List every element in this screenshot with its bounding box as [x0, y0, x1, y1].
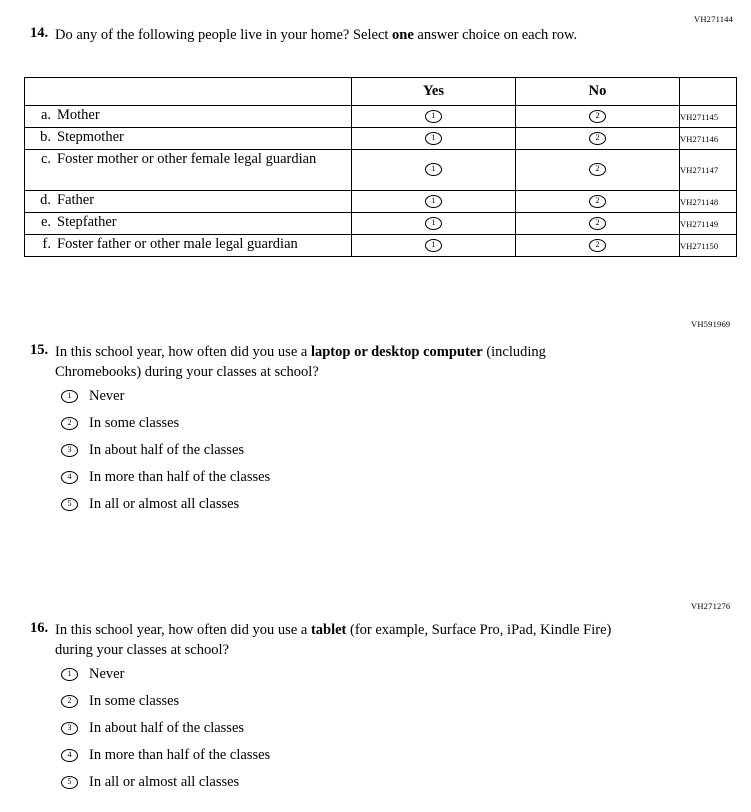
radio-bubble[interactable]: [61, 471, 78, 484]
question-16-text-bold: tablet: [310, 622, 347, 638]
row-code-e: VH271149: [680, 213, 737, 235]
question-14-text-before: Do any of the following people live in your home? Select: [55, 27, 393, 43]
bubble-digit: 1: [431, 195, 436, 205]
radio-bubble[interactable]: [425, 163, 442, 176]
question-14-text: [55, 25, 577, 45]
row-code-f: VH271150: [680, 235, 737, 257]
question-16-number: 16.: [30, 620, 49, 636]
question-code-15: VH591969: [691, 319, 731, 329]
row-label-f: [25, 235, 352, 257]
question-15-text-bold: laptop or desktop computer: [310, 344, 483, 360]
bubble-digit: 2: [595, 195, 600, 205]
bubble-c-yes[interactable]: [352, 150, 516, 191]
grid-header-yes: Yes: [352, 78, 516, 106]
radio-bubble[interactable]: [589, 195, 606, 208]
question-15-options: [61, 383, 461, 518]
row-code-c: VH271147: [680, 150, 737, 191]
bubble-d-yes[interactable]: [352, 191, 516, 213]
row-label-c: [25, 150, 352, 191]
option-16-4-label: In more than half of the classes: [89, 747, 271, 764]
bubble-e-no[interactable]: [516, 213, 680, 235]
bubble-digit: 2: [67, 696, 72, 705]
bubble-digit: 1: [431, 132, 436, 142]
bubble-b-yes[interactable]: [352, 128, 516, 150]
option-15-1[interactable]: [61, 383, 461, 410]
row-text-e: Stepfather: [57, 214, 117, 230]
radio-bubble[interactable]: [589, 217, 606, 230]
grid-header-code: [680, 78, 737, 106]
row-letter-c: c.: [40, 151, 51, 167]
radio-bubble[interactable]: [589, 110, 606, 123]
question-16-text-after: (for example, Surface Pro, iPad, Kindle Fire) during your classes at school?: [55, 622, 612, 658]
question-14-number: 14.: [30, 25, 49, 41]
row-letter-e: e.: [40, 214, 51, 230]
question-code-14: VH271144: [694, 14, 734, 24]
bubble-digit: 2: [595, 164, 600, 174]
question-16-text-before: In this school year, how often did you use a: [55, 622, 311, 638]
question-16-options: [61, 661, 461, 796]
option-15-2-label: In some classes: [89, 415, 180, 432]
bubble-digit: 2: [595, 239, 600, 249]
question-16: [25, 620, 625, 660]
bubble-digit: 1: [67, 669, 72, 678]
radio-bubble[interactable]: [61, 417, 78, 430]
radio-bubble[interactable]: [61, 722, 78, 735]
radio-bubble[interactable]: [61, 498, 78, 511]
bubble-digit: 5: [67, 499, 72, 508]
row-text-a: Mother: [57, 107, 100, 123]
option-15-3[interactable]: [61, 437, 461, 464]
radio-bubble[interactable]: [425, 239, 442, 252]
row-text-b: Stepmother: [57, 129, 124, 145]
bubble-digit: 5: [67, 777, 72, 786]
row-code-d: VH271148: [680, 191, 737, 213]
option-16-2-label: In some classes: [89, 693, 180, 710]
option-16-2[interactable]: [61, 688, 461, 715]
table-row: [25, 191, 737, 213]
question-15-text-after: (including Chromebooks) during your classes at school?: [55, 344, 546, 380]
row-label-e: [25, 213, 352, 235]
row-code-b: VH271146: [680, 128, 737, 150]
option-15-1-label: Never: [89, 388, 125, 405]
bubble-f-no[interactable]: [516, 235, 680, 257]
row-code-a: VH271145: [680, 106, 737, 128]
bubble-b-no[interactable]: [516, 128, 680, 150]
radio-bubble[interactable]: [589, 163, 606, 176]
question-15-number: 15.: [30, 342, 49, 358]
bubble-digit: 2: [67, 418, 72, 427]
question-15-text-before: In this school year, how often did you use a: [55, 344, 311, 360]
row-letter-f: f.: [42, 236, 51, 252]
bubble-digit: 1: [431, 164, 436, 174]
question-14-text-bold: one: [392, 27, 414, 43]
option-15-5-label: In all or almost all classes: [89, 496, 240, 513]
bubble-f-yes[interactable]: [352, 235, 516, 257]
row-text-d: Father: [57, 192, 95, 208]
bubble-digit: 1: [67, 391, 72, 400]
bubble-digit: 1: [431, 239, 436, 249]
bubble-digit: 3: [67, 723, 72, 732]
radio-bubble[interactable]: [61, 444, 78, 457]
bubble-digit: 4: [67, 472, 72, 481]
radio-bubble[interactable]: [61, 668, 78, 681]
radio-bubble[interactable]: [61, 695, 78, 708]
option-16-1-label: Never: [89, 666, 125, 683]
radio-bubble[interactable]: [589, 239, 606, 252]
grid-header-row: [25, 78, 737, 106]
question-14-text-after: answer choice on each row.: [413, 27, 578, 43]
row-label-b: [25, 128, 352, 150]
row-text-c: Foster mother or other female legal guardian: [57, 151, 317, 167]
option-16-4[interactable]: [61, 742, 461, 769]
question-14: [25, 25, 645, 45]
radio-bubble[interactable]: [61, 390, 78, 403]
bubble-digit: 4: [67, 750, 72, 759]
row-letter-d: d.: [40, 192, 51, 208]
table-row: [25, 213, 737, 235]
radio-bubble[interactable]: [61, 749, 78, 762]
bubble-a-no[interactable]: [516, 106, 680, 128]
question-code-16: VH271276: [691, 601, 731, 611]
radio-bubble[interactable]: [589, 132, 606, 145]
row-letter-b: b.: [40, 129, 51, 145]
option-16-1[interactable]: [61, 661, 461, 688]
option-15-4[interactable]: [61, 464, 461, 491]
row-label-d: [25, 191, 352, 213]
radio-bubble[interactable]: [61, 776, 78, 789]
bubble-digit: 2: [595, 110, 600, 120]
bubble-digit: 3: [67, 445, 72, 454]
table-row: [25, 235, 737, 257]
bubble-a-yes[interactable]: [352, 106, 516, 128]
question-15-text: [55, 342, 635, 382]
option-15-4-label: In more than half of the classes: [89, 469, 271, 486]
option-16-5[interactable]: [61, 769, 461, 796]
bubble-d-no[interactable]: [516, 191, 680, 213]
row-label-a: [25, 106, 352, 128]
question-16-text: [55, 620, 625, 660]
question-14-grid: [24, 77, 737, 257]
bubble-digit: 1: [431, 110, 436, 120]
option-15-3-label: In about half of the classes: [89, 442, 245, 459]
question-15: [25, 342, 635, 382]
row-text-f: Foster father or other male legal guardian: [57, 236, 298, 252]
option-16-3-label: In about half of the classes: [89, 720, 245, 737]
bubble-c-no[interactable]: [516, 150, 680, 191]
table-row: [25, 106, 737, 128]
radio-bubble[interactable]: [425, 132, 442, 145]
grid-header-blank: [25, 78, 352, 106]
option-15-5[interactable]: [61, 491, 461, 518]
bubble-digit: 2: [595, 132, 600, 142]
radio-bubble[interactable]: [425, 110, 442, 123]
bubble-e-yes[interactable]: [352, 213, 516, 235]
table-row: [25, 150, 737, 191]
grid-header-no: No: [516, 78, 680, 106]
table-row: [25, 128, 737, 150]
row-letter-a: a.: [40, 107, 51, 123]
option-16-5-label: In all or almost all classes: [89, 774, 240, 791]
bubble-digit: 2: [595, 217, 600, 227]
radio-bubble[interactable]: [425, 195, 442, 208]
radio-bubble[interactable]: [425, 217, 442, 230]
bubble-digit: 1: [431, 217, 436, 227]
option-15-2[interactable]: [61, 410, 461, 437]
option-16-3[interactable]: [61, 715, 461, 742]
